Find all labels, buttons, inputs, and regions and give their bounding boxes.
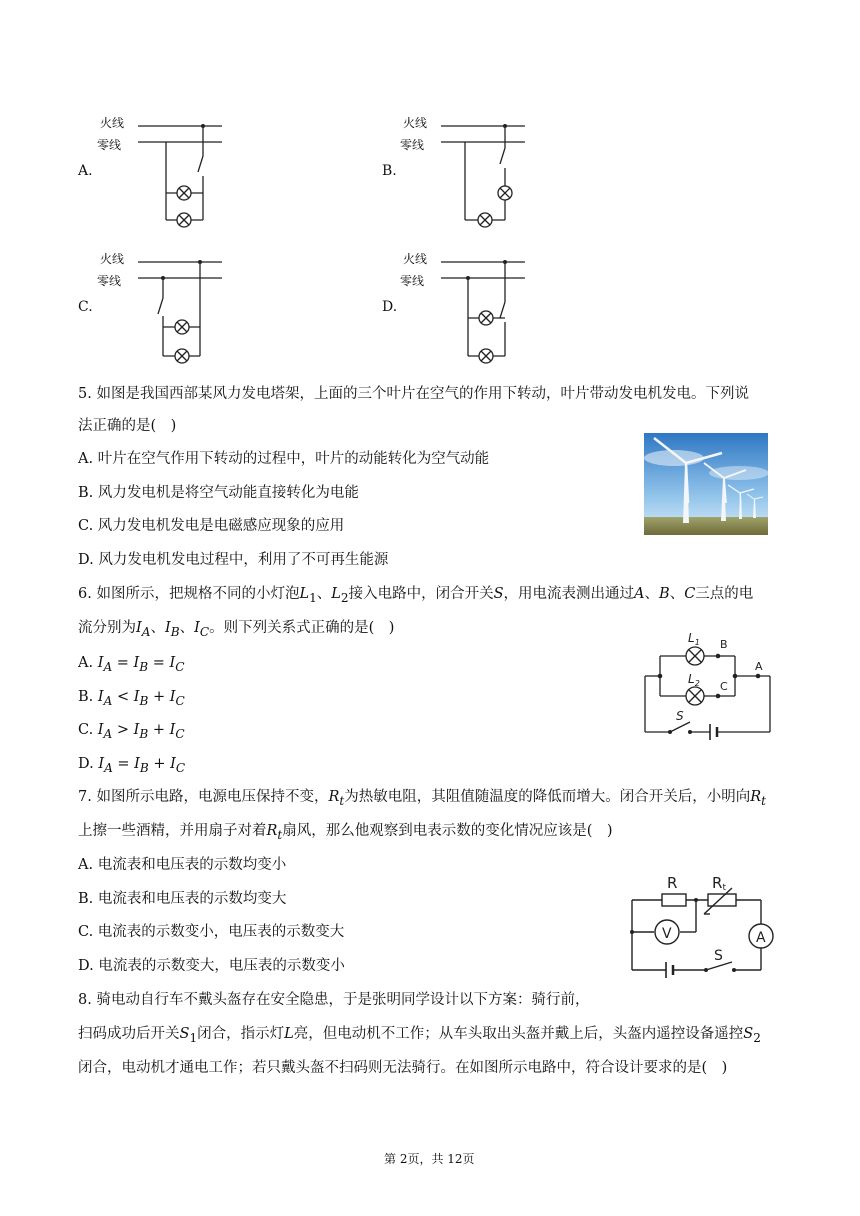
fig-r-label: R [667,874,678,892]
q6-option-a: A. $I_A = I_B = I_C$ [78,655,185,674]
ammeter-icon: A [756,930,766,946]
fig-rt-label: Rt [712,874,726,893]
q4-circuit-d [433,254,533,369]
fig-point-a: A [755,660,763,673]
q7-circuit-diagram [624,872,784,980]
q7-option-d: D. 电流表的示数变大，电压表的示数变小 [78,958,345,974]
q7-option-b: B. 电流表和电压表的示数均变大 [78,891,287,907]
q7-option-c: C. 电流表的示数变小，电压表的示数变大 [78,924,345,940]
q6-option-d: D. $I_A = I_B + I_C$ [78,756,186,775]
q4-option-b-label: B. [382,163,397,179]
q8-stem-line3: 闭合，电动机才通电工作；若只戴头盔不扫码则无法骑行。在如图所示电路中，符合设计要求的是( ) [78,1060,728,1076]
page-number: 第 2页，共 12页 [384,1152,475,1166]
live-wire-label: 火线 [100,116,125,130]
q5-stem-line2: 法正确的是( ) [78,418,177,434]
q6-circuit-diagram [640,628,780,746]
q4-circuit-a [130,118,230,233]
fig-switch-label: S [676,709,684,723]
voltmeter-icon: V [662,926,672,942]
q4-option-a-label: A. [78,163,93,179]
q7-stem-line1: 7. 如图所示电路，电源电压保持不变，$R_t$为热敏电阻，其阻值随温度的降低而增大。闭合开关后，小明向$R_t$ [78,789,767,808]
q5-option-d: D. 风力发电机发电过程中，利用了不可再生能源 [78,552,389,568]
q4-circuit-c [130,254,230,369]
q5-option-a: A. 叶片在空气作用下转动的过程中，叶片的动能转化为空气动能 [78,451,490,467]
q6-stem-line1: 6. 如图所示，把规格不同的小灯泡$L_1$、$L_2$接入电路中，闭合开关S，用电流表测出通过A、B、C三点的电 [78,586,754,605]
q5-stem-line1: 5. 如图是我国西部某风力发电塔架，上面的三个叶片在空气的作用下转动，叶片带动发电机发电。下列说 [78,386,749,402]
q5-option-b: B. 风力发电机是将空气动能直接转化为电能 [78,485,359,501]
q6-option-b: B. $I_A < I_B + I_C$ [78,689,185,708]
fig-l1-label: $L_1$ [688,631,700,647]
wind-turbine-photo [644,433,768,535]
q4-option-c-label: C. [78,299,93,315]
q6-option-c: C. $I_A > I_B + I_C$ [78,722,185,741]
q5-option-c: C. 风力发电机发电是电磁感应现象的应用 [78,518,345,534]
live-wire-label: 火线 [100,252,125,266]
fig-point-c: C [720,680,728,693]
live-wire-label: 火线 [403,116,428,130]
q4-option-d-label: D. [382,299,398,315]
neutral-wire-label: 零线 [400,274,425,288]
fig-l2-label: $L_2$ [688,672,700,688]
q4-circuit-b [433,118,533,233]
q7-option-a: A. 电流表和电压表的示数均变小 [78,857,287,873]
fig-switch-label: S [714,948,723,964]
live-wire-label: 火线 [403,252,428,266]
q8-stem-line1: 8. 骑电动自行车不戴头盔存在安全隐患，于是张明同学设计以下方案：骑行前， [78,992,590,1008]
fig-point-b: B [720,638,728,651]
q8-stem-line2: 扫码成功后开关$S_1$闭合，指示灯L亮，但电动机不工作；从车头取出头盔并戴上后，头盔内遥控设备遥控$S_2$ [78,1026,761,1045]
neutral-wire-label: 零线 [97,274,122,288]
q6-stem-line2: 流分别为$I_A$、$I_B$、$I_C$。则下列关系式正确的是( ) [78,620,395,639]
neutral-wire-label: 零线 [97,138,122,152]
q7-stem-line2: 上擦一些酒精，并用扇子对着$R_t$扇风，那么他观察到电表示数的变化情况应该是( ) [78,823,613,842]
neutral-wire-label: 零线 [400,138,425,152]
